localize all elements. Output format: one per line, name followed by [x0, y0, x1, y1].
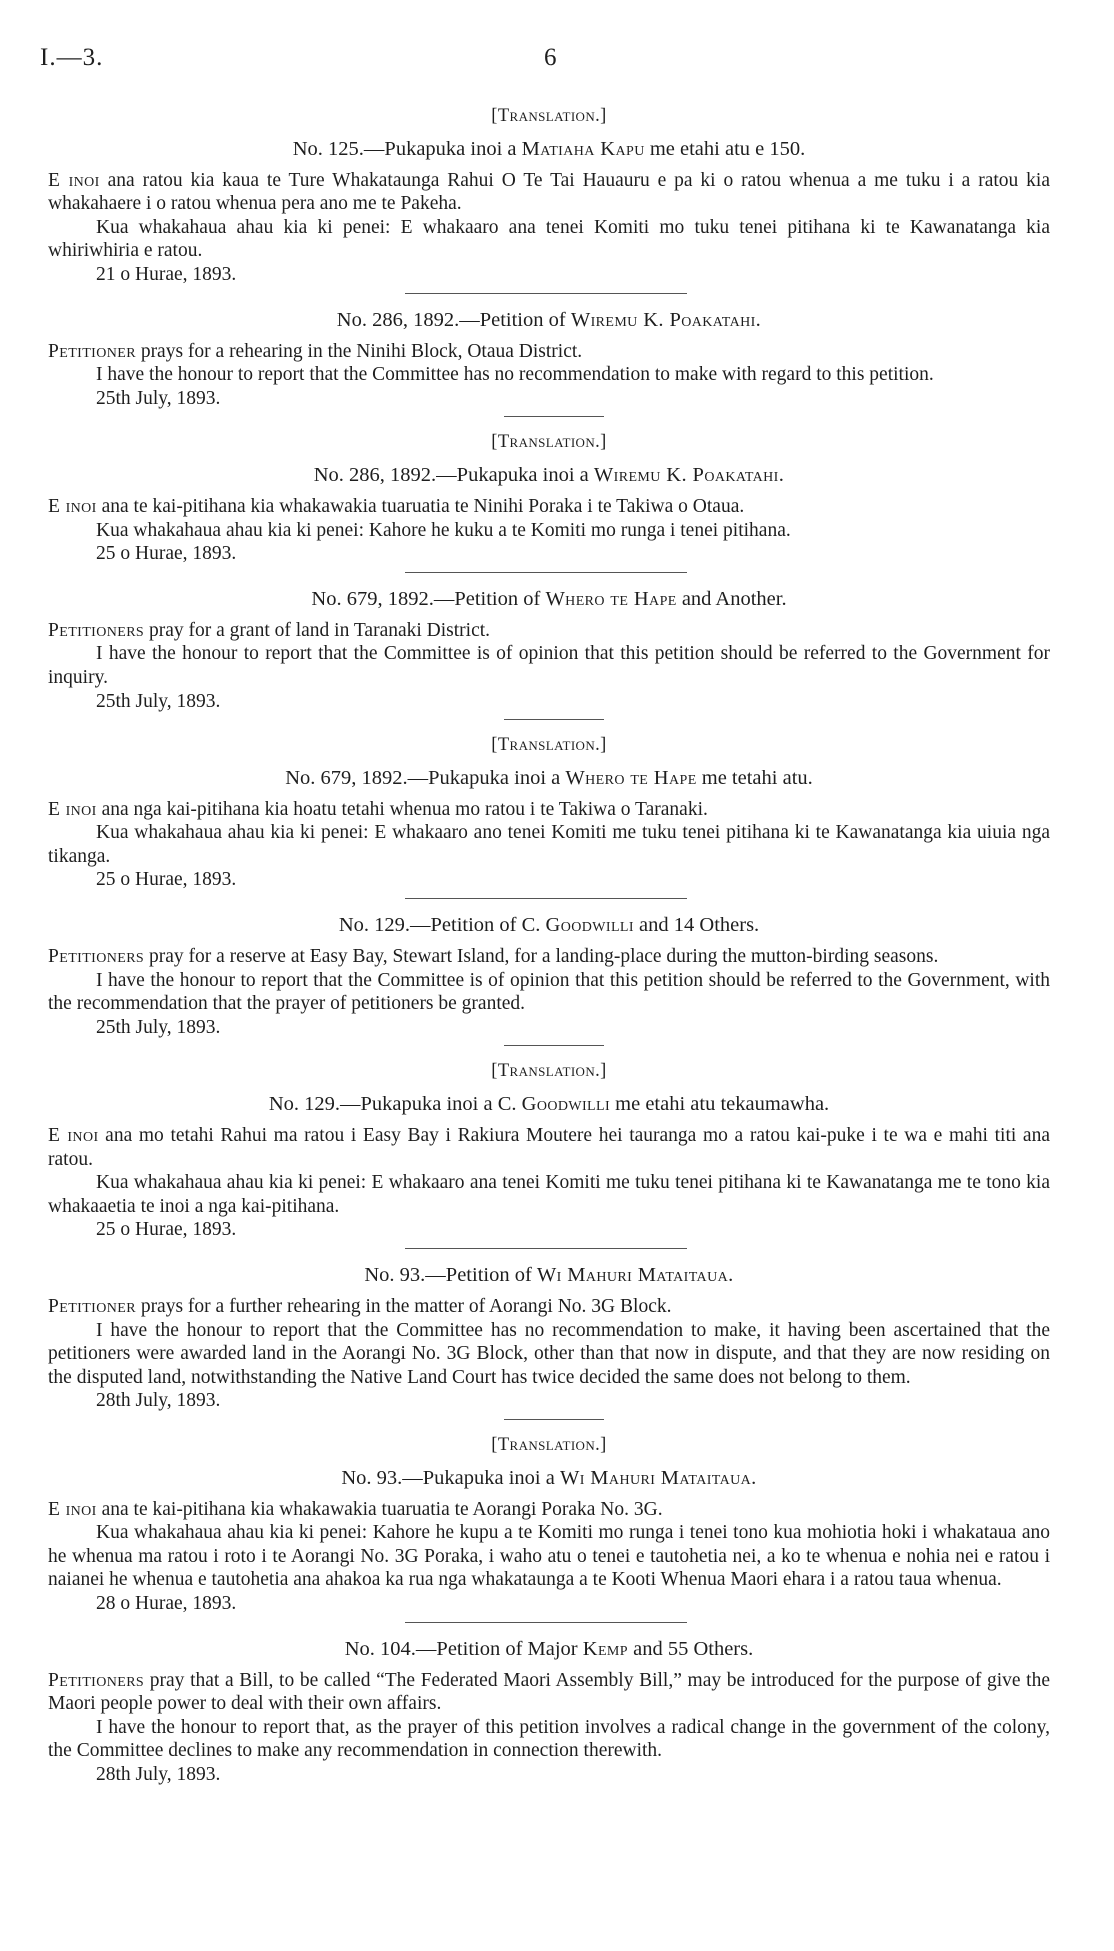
lead-word: Petitioners	[48, 1669, 145, 1691]
heading-prefix: No. 93.—Petition of	[364, 1264, 537, 1286]
section-divider	[405, 898, 687, 899]
report-date: 28th July, 1893.	[96, 1390, 221, 1412]
heading-prefix: No. 129.—Pukapuka inoi a C.	[268, 1093, 522, 1116]
prayer-paragraph	[48, 169, 1050, 216]
document-body	[48, 105, 1050, 1787]
translation-label: [Translation.]	[491, 106, 607, 126]
lead-word: E inoi	[48, 1125, 99, 1147]
lead-word: E inoi	[48, 495, 97, 517]
section-divider	[405, 293, 687, 294]
report-date: 28 o Hurae, 1893.	[96, 1592, 237, 1614]
lead-word: E inoi	[48, 1498, 97, 1520]
petitioner-name: Whero te Hape	[545, 587, 677, 610]
heading-suffix: and 14 Others.	[633, 914, 760, 937]
report-date: 28th July, 1893.	[96, 1763, 221, 1785]
prayer-text: ana mo tetahi Rahui ma ratou i Easy Bay i Rakiura Moutere hei tauranga mo a ratou kai-puke i te wa e mahi titi ana ratou.	[48, 1125, 1050, 1170]
section-divider	[405, 572, 687, 573]
petitioner-name: Kemp	[582, 1637, 628, 1660]
prayer-text: ana te kai-pitihana kia whakawakia tuaruatia te Ninihi Poraka i te Takiwa o Otaua.	[96, 495, 745, 517]
report-paragraph: I have the honour to report that the Committee has no recommendation to make with regard to this petition.	[96, 364, 934, 386]
heading-suffix: me tetahi atu.	[696, 766, 813, 789]
lead-word: E inoi	[48, 798, 97, 820]
report-date: 25 o Hurae, 1893.	[96, 869, 237, 891]
prayer-text: ana nga kai-pitihana kia hoatu tetahi whenua mo ratou i te Takiwa o Taranaki.	[96, 798, 708, 820]
report-date: 21 o Hurae, 1893.	[96, 263, 237, 285]
prayer-text: prays for a rehearing in the Ninihi Block, Otaua District.	[135, 340, 583, 362]
petitioner-name: Wiremu K. Poakatahi.	[593, 463, 785, 486]
lead-word: Petitioner	[48, 1296, 136, 1317]
heading-prefix: No. 286, 1892.—Pukapuka inoi a	[313, 463, 594, 486]
prayer-text: pray for a reserve at Easy Bay, Stewart Island, for a landing-place during the mutton-birding seasons.	[144, 946, 939, 968]
report-date: 25th July, 1893.	[96, 1016, 221, 1038]
translation-divider	[504, 1045, 604, 1046]
petition-heading	[48, 587, 1050, 611]
petition-heading	[48, 766, 1050, 790]
petition-heading	[48, 1637, 1050, 1661]
petitioner-name: Whero te Hape	[565, 766, 697, 789]
page-number: 6	[544, 44, 557, 71]
prayer-paragraph	[48, 340, 1050, 364]
petitioner-name: Goodwilli	[521, 1093, 611, 1116]
report-paragraph: I have the honour to report that the Committee has no recommendation to make, it having been ascertained that the petitioners were awarded land in the Aorangi No. 3G Block, other than that now in dispute, and that they are now residing on the disputed land, notwithstanding the Native Land Court has twice decided the same does not belong to them.	[48, 1319, 1050, 1388]
heading-prefix: No. 104.—Petition of Major	[344, 1637, 583, 1660]
prayer-paragraph	[48, 798, 1050, 822]
report-paragraph: Kua whakahaua ahau kia ki penei: Kahore he kupu a te Komiti mo runga i tenei tono kua mohiotia hoki i whakataua ano he whenua ma ratou i roto i te Aorangi No. 3G Poraka, i waho atu o tenei e tautohetia nei, a ko te whenua e nohia nei e ratou i naianei he whenua e tautohetia ana ahakoa ka rua nga whakataunga a te Kooti Whenua Maori ehara i a ratou taua whenua.	[48, 1522, 1050, 1591]
report-date: 25 o Hurae, 1893.	[96, 1219, 237, 1241]
petitioner-name: Wiremu K. Poakatahi.	[570, 308, 762, 331]
translation-divider	[504, 416, 604, 417]
petition-heading	[48, 1466, 1050, 1490]
lead-word: Petitioner	[48, 340, 136, 362]
petitioner-name: Goodwilli	[545, 914, 634, 937]
prayer-paragraph	[48, 495, 1050, 519]
prayer-text: pray that a Bill, to be called “The Federated Maori Assembly Bill,” may be introduced for the purpose of give the Maori people power to deal with their own affairs.	[48, 1669, 1050, 1715]
heading-prefix: No. 93.—Pukapuka inoi a	[341, 1466, 560, 1489]
lead-word: Petitioners	[48, 619, 145, 641]
heading-prefix: No. 679, 1892.—Pukapuka inoi a	[285, 766, 566, 789]
translation-label: [Translation.]	[491, 1061, 607, 1082]
prayer-text: pray for a grant of land in Taranaki District.	[144, 619, 491, 641]
heading-prefix: No. 286, 1892.—Petition of	[336, 308, 571, 331]
prayer-paragraph	[48, 1498, 1050, 1522]
petitioner-name: Wi Mahuri Mataitaua.	[559, 1466, 757, 1489]
report-paragraph: Kua whakahaua ahau kia ki penei: Kahore he kuku a te Komiti mo runga i tenei pitihana.	[96, 519, 791, 541]
prayer-paragraph	[48, 1669, 1050, 1716]
petition-heading	[48, 137, 1050, 161]
prayer-paragraph	[48, 1295, 1050, 1319]
prayer-paragraph	[48, 945, 1050, 969]
prayer-text: ana ratou kia kaua te Ture Whakataunga Rahui O Te Tai Hauauru e pa ki o ratou whenua a me tuku i a ratou kia whakahaere i o ratou whenua pera ano me te Pakeha.	[48, 169, 1050, 215]
report-paragraph: Kua whakahaua ahau kia ki penei: E whakaaro ana tenei Komiti mo tuku tenei pitihana ki te Kawanatanga kia whiriwhiria e ratou.	[48, 216, 1050, 262]
translation-divider	[504, 1419, 604, 1420]
document-reference: I.—3.	[40, 44, 104, 71]
report-date: 25th July, 1893.	[96, 690, 221, 712]
report-paragraph: Kua whakahaua ahau kia ki penei: E whakaaro ano tenei Komiti me tuku tenei pitihana ki te Kawanatanga kia uiuia nga tikanga.	[48, 822, 1050, 867]
prayer-paragraph	[48, 619, 1050, 643]
translation-label: [Translation.]	[491, 1434, 607, 1455]
report-paragraph: I have the honour to report that the Committee is of opinion that this petition should be referred to the Government, with the recommendation that the prayer of petitioners be granted.	[48, 969, 1050, 1015]
heading-suffix: me etahi atu tekaumawha.	[610, 1093, 830, 1116]
petition-heading	[48, 1263, 1050, 1287]
heading-suffix: and 55 Others.	[627, 1637, 754, 1660]
petition-heading	[48, 463, 1050, 487]
translation-divider	[504, 719, 604, 720]
lead-word: Petitioners	[48, 946, 145, 968]
heading-prefix: No. 679, 1892.—Petition of	[311, 587, 546, 610]
petitioner-name: Wi Mahuri Mataitaua.	[536, 1264, 734, 1286]
report-paragraph: Kua whakahaua ahau kia ki penei: E whakaaro ana tenei Komiti me tuku tenei pitihana ki te Kawanatanga me te tono kia whakaaetia te inoi a nga kai-pitihana.	[48, 1172, 1050, 1217]
translation-label: [Translation.]	[491, 432, 607, 453]
translation-label: [Translation.]	[491, 735, 607, 756]
report-paragraph: I have the honour to report that the Committee is of opinion that this petition should be referred to the Government for inquiry.	[48, 643, 1050, 688]
heading-prefix: No. 129.—Petition of C.	[338, 914, 546, 937]
section-divider	[405, 1622, 687, 1623]
petition-heading	[48, 1092, 1050, 1116]
prayer-paragraph	[48, 1124, 1050, 1171]
section-divider	[405, 1248, 687, 1249]
report-date: 25th July, 1893.	[96, 387, 221, 409]
petitioner-name: Matiaha Kapu	[521, 137, 645, 160]
heading-prefix: No. 125.—Pukapuka inoi a	[292, 137, 522, 160]
petition-heading	[48, 913, 1050, 937]
prayer-text: ana te kai-pitihana kia whakawakia tuaruatia te Aorangi Poraka No. 3G.	[96, 1498, 663, 1520]
heading-suffix: me etahi atu e 150.	[644, 137, 806, 160]
prayer-text: prays for a further rehearing in the matter of Aorangi No. 3G Block.	[135, 1296, 672, 1317]
report-date: 25 o Hurae, 1893.	[96, 543, 237, 565]
lead-word: E inoi	[48, 169, 100, 191]
petition-heading	[48, 308, 1050, 332]
heading-suffix: and Another.	[676, 587, 787, 610]
report-paragraph: I have the honour to report that, as the prayer of this petition involves a radical change in the government of the colony, the Committee declines to make any recommendation in connection therewith.	[48, 1716, 1050, 1762]
